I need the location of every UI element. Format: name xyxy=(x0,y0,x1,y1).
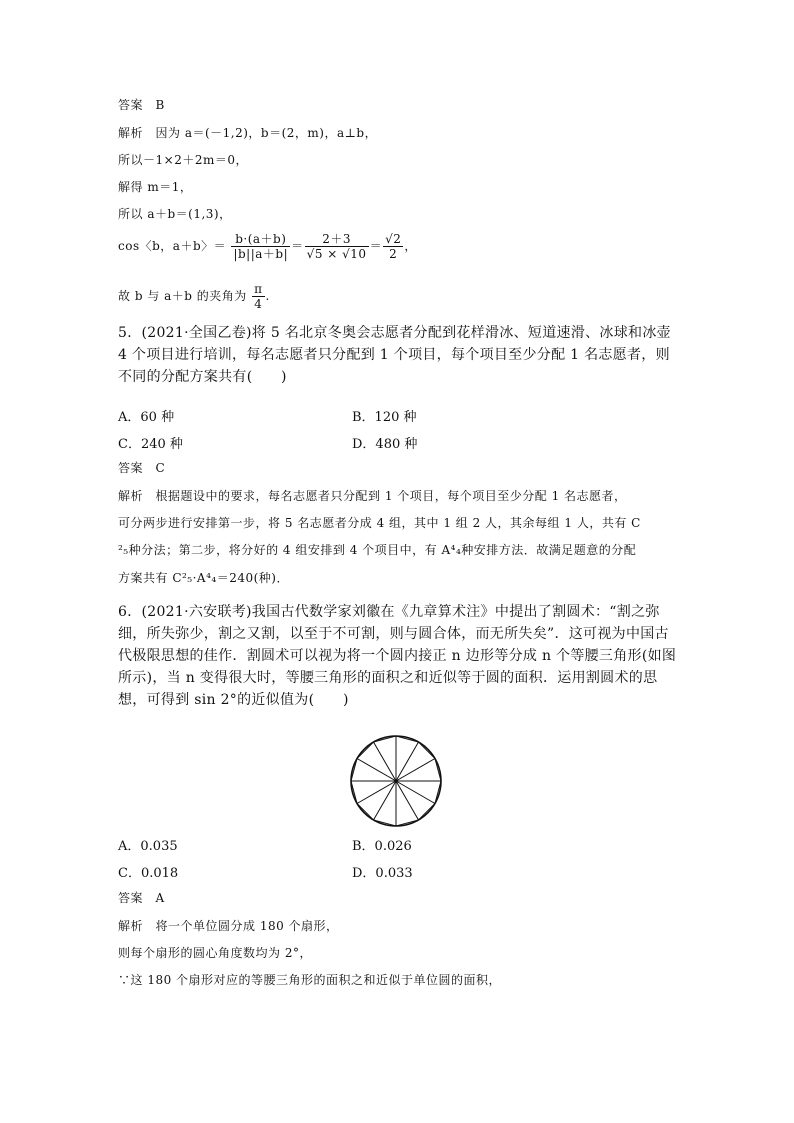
fraction-numerator: π xyxy=(254,282,263,296)
solution-line: 方案共有 C²₅·A⁴₄＝240(种)． xyxy=(118,571,289,585)
solution-line: 所以－1×2＋2m＝0， xyxy=(118,153,248,167)
cos-formula: cos〈b，a＋b〉＝ $\frac{b\cdot(a+b)}{|b||a+b|}$ ＝ $\frac{2+3}{√5 \times √10}$ ＝ $\frac{√2}{2}$ ， xyxy=(118,232,417,261)
option-a: A．0.035 xyxy=(118,839,178,854)
fraction-numerator: b·(a＋b) xyxy=(231,232,290,247)
fraction-denominator: |b||a＋b| xyxy=(233,247,289,261)
fraction xyxy=(231,232,290,261)
answer-label: 答案 A xyxy=(118,891,165,905)
solution-line: ²₅种分法；第二步，将分好的 4 组安排到 4 个项目中，有 A⁴₄种安排方法．故满足题意的分配 xyxy=(118,543,637,557)
fraction xyxy=(305,232,369,261)
circle-polygon-diagram xyxy=(348,733,444,829)
cos-label: cos〈b，a＋b〉＝ xyxy=(118,239,227,253)
fraction-denominator: 2 xyxy=(389,247,398,261)
fraction xyxy=(252,282,264,311)
angle-text: 故 b 与 a＋b 的夹角为 xyxy=(118,289,247,303)
solution-line: 解析 根据题设中的要求，每名志愿者只分配到 1 个项目，每个项目至少分配 1 名志愿者， xyxy=(118,489,627,503)
question-6-stem: 6．(2021·六安联考)我国古代数学家刘徽在《九章算术注》中提出了割圆术：“割之弥细，所失弥少，割之又割，以至于不可割，则与圆合体，而无所失矣”．这可视为中国古代极限思想的佳作．割圆术可以视为将一个圆内接正 n 边形等分成 n 个等腰三角形(如图所示)，当 n 变得很大时，等腰三角形的面积之和近似等于圆的面积．运用割圆术的思想，可得到 sin 2°的近似值为( ) xyxy=(118,604,677,708)
punctuation: . xyxy=(265,289,270,303)
spoke-line xyxy=(374,781,397,820)
spoke-line xyxy=(396,742,419,781)
option-b: B．0.026 xyxy=(352,839,412,854)
angle-conclusion xyxy=(118,282,270,311)
answer-label: 答案 C xyxy=(118,461,166,475)
question-5-stem: 5．(2021·全国乙卷)将 5 名北京冬奥会志愿者分配到花样滑冰、短道速滑、冰球和冰壶 4 个项目进行培训，每名志愿者只分配到 1 个项目，每个项目至少分配 1 名志愿者，则不同的分配方案共有( ) xyxy=(118,325,671,385)
spoke-line xyxy=(374,742,397,781)
solution-line: 所以 a＋b＝(1,3)， xyxy=(118,207,232,221)
fraction-denominator: √5 × √10 xyxy=(306,247,367,261)
option-c: C．240 种 xyxy=(118,437,183,452)
option-d: D．480 种 xyxy=(352,437,418,452)
inscribed-polygon-figure xyxy=(348,733,444,833)
spoke-line xyxy=(357,759,396,782)
spoke-line xyxy=(396,781,419,820)
answer-label: 答案 B xyxy=(118,98,165,112)
option-d: D．0.033 xyxy=(352,866,413,881)
spoke-line xyxy=(396,759,435,782)
fraction-numerator: √2 xyxy=(385,232,402,246)
spoke-line xyxy=(357,781,396,804)
solution-line: 解得 m＝1， xyxy=(118,180,193,194)
solution-line: 解析 因为 a＝(－1,2)，b＝(2，m)，a⊥b， xyxy=(118,126,378,140)
option-c: C．0.018 xyxy=(118,866,179,881)
solution-line: 则每个扇形的圆心角度数均为 2°， xyxy=(118,946,312,960)
fraction-denominator: 4 xyxy=(254,297,263,311)
spoke-line xyxy=(396,781,435,804)
solution-line: 解析 将一个单位圆分成 180 个扇形， xyxy=(118,919,339,933)
solution-line: 可分两步进行安排第一步，将 5 名志愿者分成 4 组，其中 1 组 2 人，其余每组 1 人，共有 C xyxy=(118,516,641,530)
punctuation: ， xyxy=(404,239,417,253)
fraction-numerator: 2＋3 xyxy=(305,232,369,247)
option-a: A．60 种 xyxy=(118,410,175,425)
option-b: B．120 种 xyxy=(352,410,417,425)
fraction xyxy=(383,232,403,261)
solution-line: ∵这 180 个扇形对应的等腰三角形的面积之和近似于单位圆的面积， xyxy=(118,973,502,987)
